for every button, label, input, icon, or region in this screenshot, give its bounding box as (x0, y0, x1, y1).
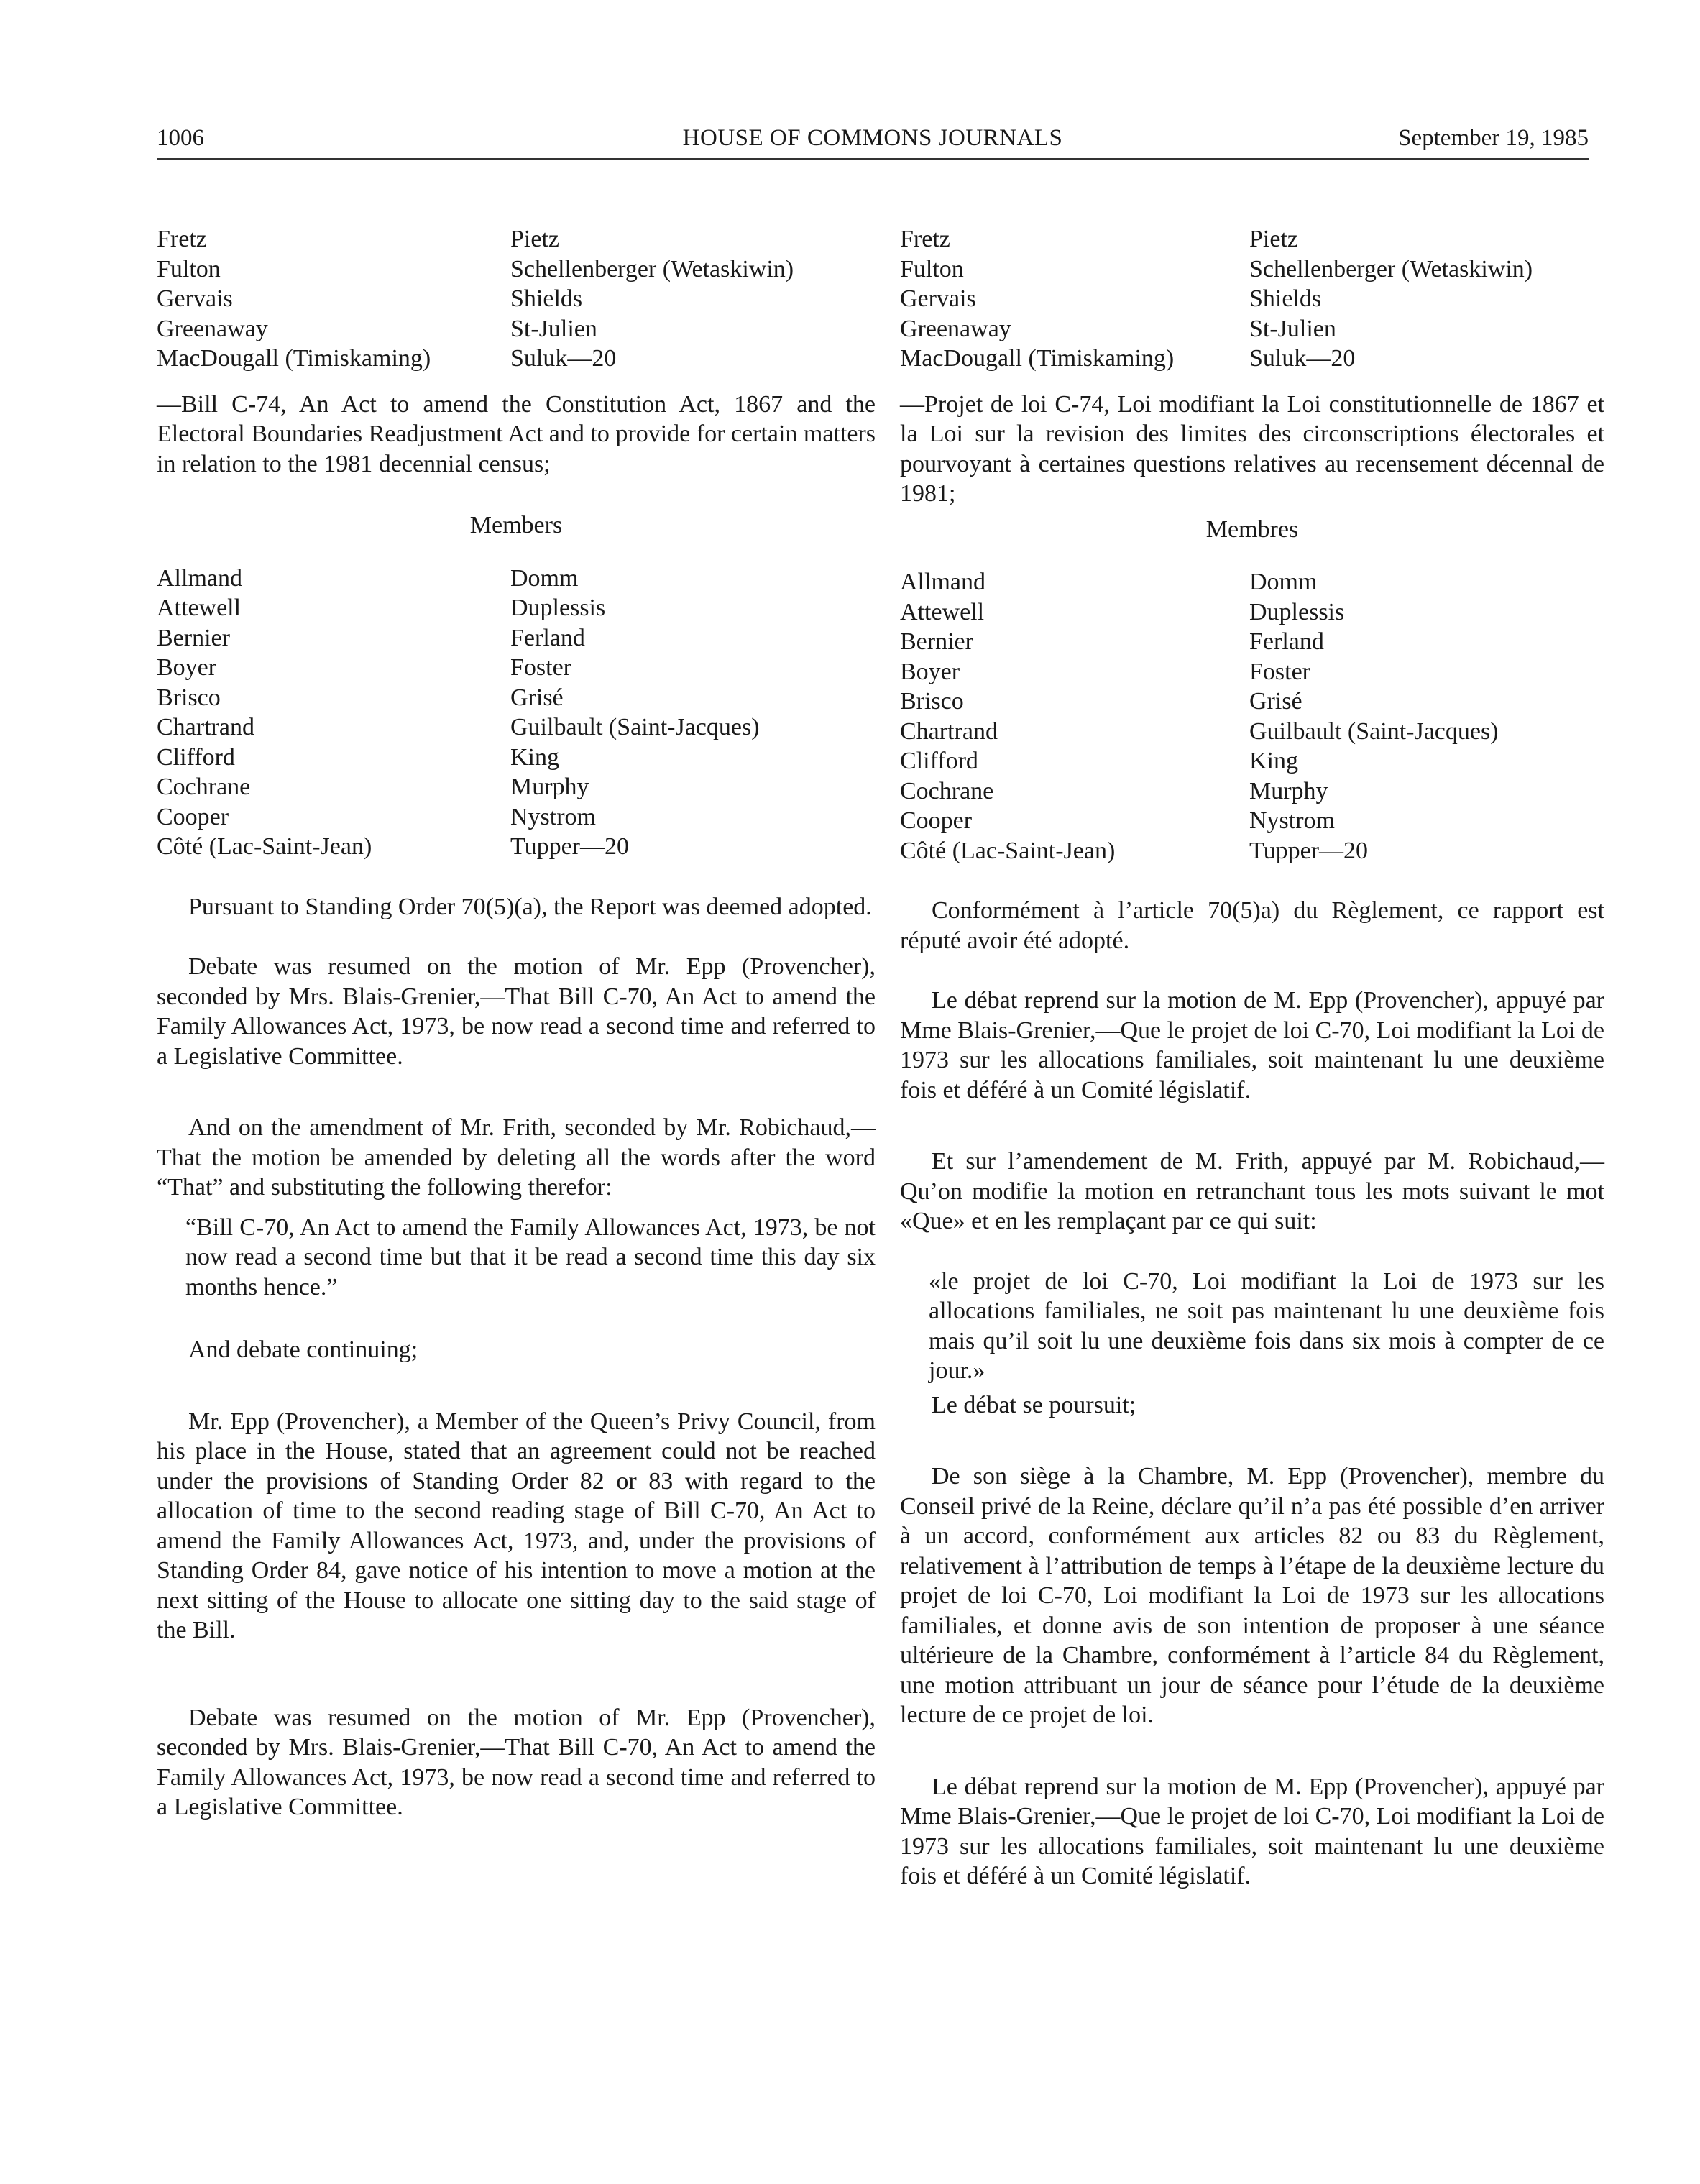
member-name: Côté (Lac-Saint-Jean) (157, 833, 372, 860)
amendment-paragraph-fr: Et sur l’amendement de M. Frith, appuyé par M. Robichaud,—Qu’on modifie la motion en retranchant tous les mots suivant le mot «Que» et en les remplaçant par ce qui suit: (900, 1148, 1604, 1234)
name-row (900, 284, 1604, 314)
name-row (900, 627, 1604, 657)
member-name: Côté (Lac-Saint-Jean) (900, 837, 1116, 864)
name-row (900, 597, 1604, 628)
name-row (157, 683, 876, 713)
name-row (900, 657, 1604, 687)
bill-c74-paragraph-fr: —Projet de loi C-74, Loi modifiant la Loi constitutionnelle de 1867 et la Loi sur la revision des limites des circonscriptions électorales et pourvoyant à certaines questions relatives au recensement décennal de 1981; (900, 390, 1604, 507)
name-row (157, 743, 876, 773)
debate-resumed-paragraph-2-fr: Le débat reprend sur la motion de M. Epp (Provencher), appuyé par Mme Blais-Grenier,—Que le projet de loi C-70, Loi modifiant la Loi de 1973 sur les allocations familiales, soit maintenant lu une deuxième fois et déféré à un Comité législatif. (900, 1773, 1604, 1889)
member-name: Chartrand (900, 717, 998, 745)
member-name: Foster (1249, 658, 1310, 685)
member-name: King (1249, 748, 1298, 774)
name-row (157, 593, 876, 623)
debate-resumed-paragraph-2: Debate was resumed on the motion of Mr. Epp (Provencher), seconded by Mrs. Blais-Grenier,—That Bill C-70, An Act to amend the Family Allowances Act, 1973, be now read a second time and referred to a Legislative Committee. (157, 1704, 876, 1820)
member-name: Nystrom (510, 803, 596, 830)
name-row (900, 836, 1604, 866)
member-name: Brisco (900, 688, 964, 715)
name-row (157, 653, 876, 683)
amendment-paragraph: And on the amendment of Mr. Frith, seconded by Mr. Robichaud,—That the motion be amended by deleting all the words after the word “That” and substituting the following therefor: (157, 1114, 876, 1201)
member-name: Guilbault (Saint-Jacques) (1249, 717, 1499, 745)
name-row (157, 344, 876, 374)
member-name: Boyer (157, 654, 217, 681)
member-name: Cochrane (157, 774, 251, 800)
french-column (900, 224, 1604, 1891)
member-name: MacDougall (Timiskaming) (900, 345, 1175, 372)
name-row (900, 687, 1604, 717)
name-row (900, 344, 1604, 374)
name-row (900, 254, 1604, 285)
epp-notice-paragraph-fr: De son siège à la Chambre, M. Epp (Provencher), membre du Conseil privé de la Reine, déclare qu’il n’a pas été possible d’en arriver à un accord, conformément aux articles 82 ou 83 du Règlement, relativement à l’attribution de temps à l’étape de la deuxième lecture du projet de loi C-70, Loi modifiant la Loi de 1973 sur les allocations familiales, et donne avis de son intention de proposer à une séance ultérieure de la Chambre, conformément à l’article 84 du Règlement, une motion attribuant un jour de séance pour l’étude de la deuxième lecture de ce projet de loi. (900, 1463, 1604, 1728)
name-row (900, 717, 1604, 747)
bill-c74-paragraph: —Bill C-74, An Act to amend the Constitution Act, 1867 and the Electoral Boundaries Readjustment Act and to provide for certain matters in relation to the 1981 decennial census; (157, 390, 876, 477)
member-name: Bernier (900, 628, 973, 655)
name-row (157, 832, 876, 862)
name-row (900, 567, 1604, 597)
member-name: Fretz (157, 226, 207, 252)
member-name: Cochrane (900, 777, 994, 804)
name-row (157, 224, 876, 254)
member-name: Grisé (1249, 688, 1302, 715)
member-name: Guilbault (Saint-Jacques) (510, 714, 760, 740)
pursuant-paragraph-fr: Conformément à l’article 70(5)a) du Règlement, ce rapport est réputé avoir été adopté. (900, 897, 1604, 954)
member-name: Greenaway (157, 315, 268, 342)
committee-names-list-2-fr (900, 567, 1604, 866)
members-heading-fr: Membres (1205, 515, 1299, 543)
name-row (157, 314, 876, 344)
pursuant-paragraph: Pursuant to Standing Order 70(5)(a), the Report was deemed adopted. (188, 893, 872, 920)
name-row (157, 254, 876, 285)
committee-names-list-1 (157, 224, 876, 374)
member-name: Greenaway (900, 315, 1011, 342)
member-name: Duplessis (1249, 598, 1345, 625)
member-name: Boyer (900, 658, 960, 685)
member-name: Ferland (510, 624, 585, 651)
name-row (900, 224, 1604, 254)
name-row (900, 776, 1604, 807)
member-name: Clifford (157, 743, 235, 771)
debate-resumed-paragraph: Debate was resumed on the motion of Mr. Epp (Provencher), seconded by Mrs. Blais-Grenier,—That Bill C-70, An Act to amend the Family Allowances Act, 1973, be now read a second time and referred to a Legislative Committee. (157, 953, 876, 1070)
member-name: Cooper (900, 807, 973, 834)
member-name: MacDougall (Timiskaming) (157, 345, 431, 372)
member-name: Foster (510, 654, 571, 681)
member-name: Gervais (900, 285, 976, 312)
name-row (157, 284, 876, 314)
member-name: Brisco (157, 684, 221, 711)
member-name: St-Julien (1249, 315, 1336, 342)
amendment-quote-fr: «le projet de loi C-70, Loi modifiant la Loi de 1973 sur les allocations familiales, ne soit pas maintenant lu une deuxième fois mais qu’il soit lu une deuxième fois dans six mois à compter de ce jour.» (929, 1267, 1604, 1384)
name-row (157, 802, 876, 832)
member-name: Domm (1249, 569, 1318, 595)
name-row (157, 623, 876, 653)
name-row (157, 564, 876, 594)
debate-continuing-fr: Le débat se poursuit; (932, 1391, 1136, 1418)
member-name: Schellenberger (Wetaskiwin) (510, 255, 794, 283)
english-column (157, 224, 876, 1822)
member-name: Ferland (1249, 628, 1324, 655)
member-name: Allmand (900, 569, 985, 595)
member-name: Murphy (510, 774, 589, 800)
member-name: Suluk—20 (510, 345, 617, 372)
name-row (900, 806, 1604, 836)
member-name: Tupper—20 (510, 833, 629, 860)
committee-names-list-2 (157, 564, 876, 862)
member-name: Domm (510, 564, 579, 592)
member-name: Suluk—20 (1249, 345, 1356, 372)
member-name: Shields (510, 285, 583, 312)
journal-title: HOUSE OF COMMONS JOURNALS (682, 125, 1063, 151)
member-name: Attewell (157, 595, 242, 621)
page-header (157, 121, 1589, 160)
member-name: Murphy (1249, 777, 1328, 804)
member-name: King (510, 743, 559, 771)
member-name: Fulton (157, 255, 221, 283)
member-name: Fretz (900, 226, 950, 252)
member-name: Gervais (157, 285, 233, 312)
member-name: Pietz (1249, 226, 1298, 252)
member-name: Clifford (900, 748, 978, 774)
debate-resumed-paragraph-fr: Le débat reprend sur la motion de M. Epp (Provencher), appuyé par Mme Blais-Grenier,—Que le projet de loi C-70, Loi modifiant la Loi de 1973 sur les allocations familiales, soit maintenant lu une deuxième fois et déféré à un Comité législatif. (900, 987, 1604, 1104)
member-name: Shields (1249, 285, 1322, 312)
name-row (900, 314, 1604, 344)
members-heading: Members (469, 512, 563, 538)
member-name: Allmand (157, 564, 242, 592)
member-name: Schellenberger (Wetaskiwin) (1249, 255, 1533, 283)
amendment-quote: “Bill C-70, An Act to amend the Family Allowances Act, 1973, be not now read a second time but that it be read a second time this day six months hence.” (185, 1213, 876, 1300)
name-row (157, 712, 876, 743)
member-name: Attewell (900, 598, 985, 625)
member-name: Chartrand (157, 714, 254, 740)
name-row (900, 746, 1604, 776)
page-number: 1006 (157, 125, 204, 151)
member-name: Nystrom (1249, 807, 1335, 834)
member-name: St-Julien (510, 315, 597, 342)
committee-names-list-1-fr (900, 224, 1604, 374)
member-name: Cooper (157, 803, 229, 830)
name-row (157, 772, 876, 802)
member-name: Tupper—20 (1249, 837, 1368, 864)
member-name: Bernier (157, 624, 230, 651)
member-name: Pietz (510, 226, 559, 252)
journal-date: September 19, 1985 (1398, 125, 1589, 151)
debate-continuing: And debate continuing; (188, 1336, 418, 1363)
epp-notice-paragraph: Mr. Epp (Provencher), a Member of the Queen’s Privy Council, from his place in the House, stated that an agreement could not be reached under the provisions of Standing Order 82 or 83 with regard to the allocation of time to the second reading stage of Bill C-70, An Act to amend the Family Allowances Act, 1973, and, under the provisions of Standing Order 84, gave notice of his intention to move a motion at the next sitting of the House to allocate one sitting day to the said stage of the Bill. (157, 1408, 876, 1643)
member-name: Grisé (510, 684, 564, 711)
member-name: Fulton (900, 255, 964, 283)
member-name: Duplessis (510, 595, 606, 621)
